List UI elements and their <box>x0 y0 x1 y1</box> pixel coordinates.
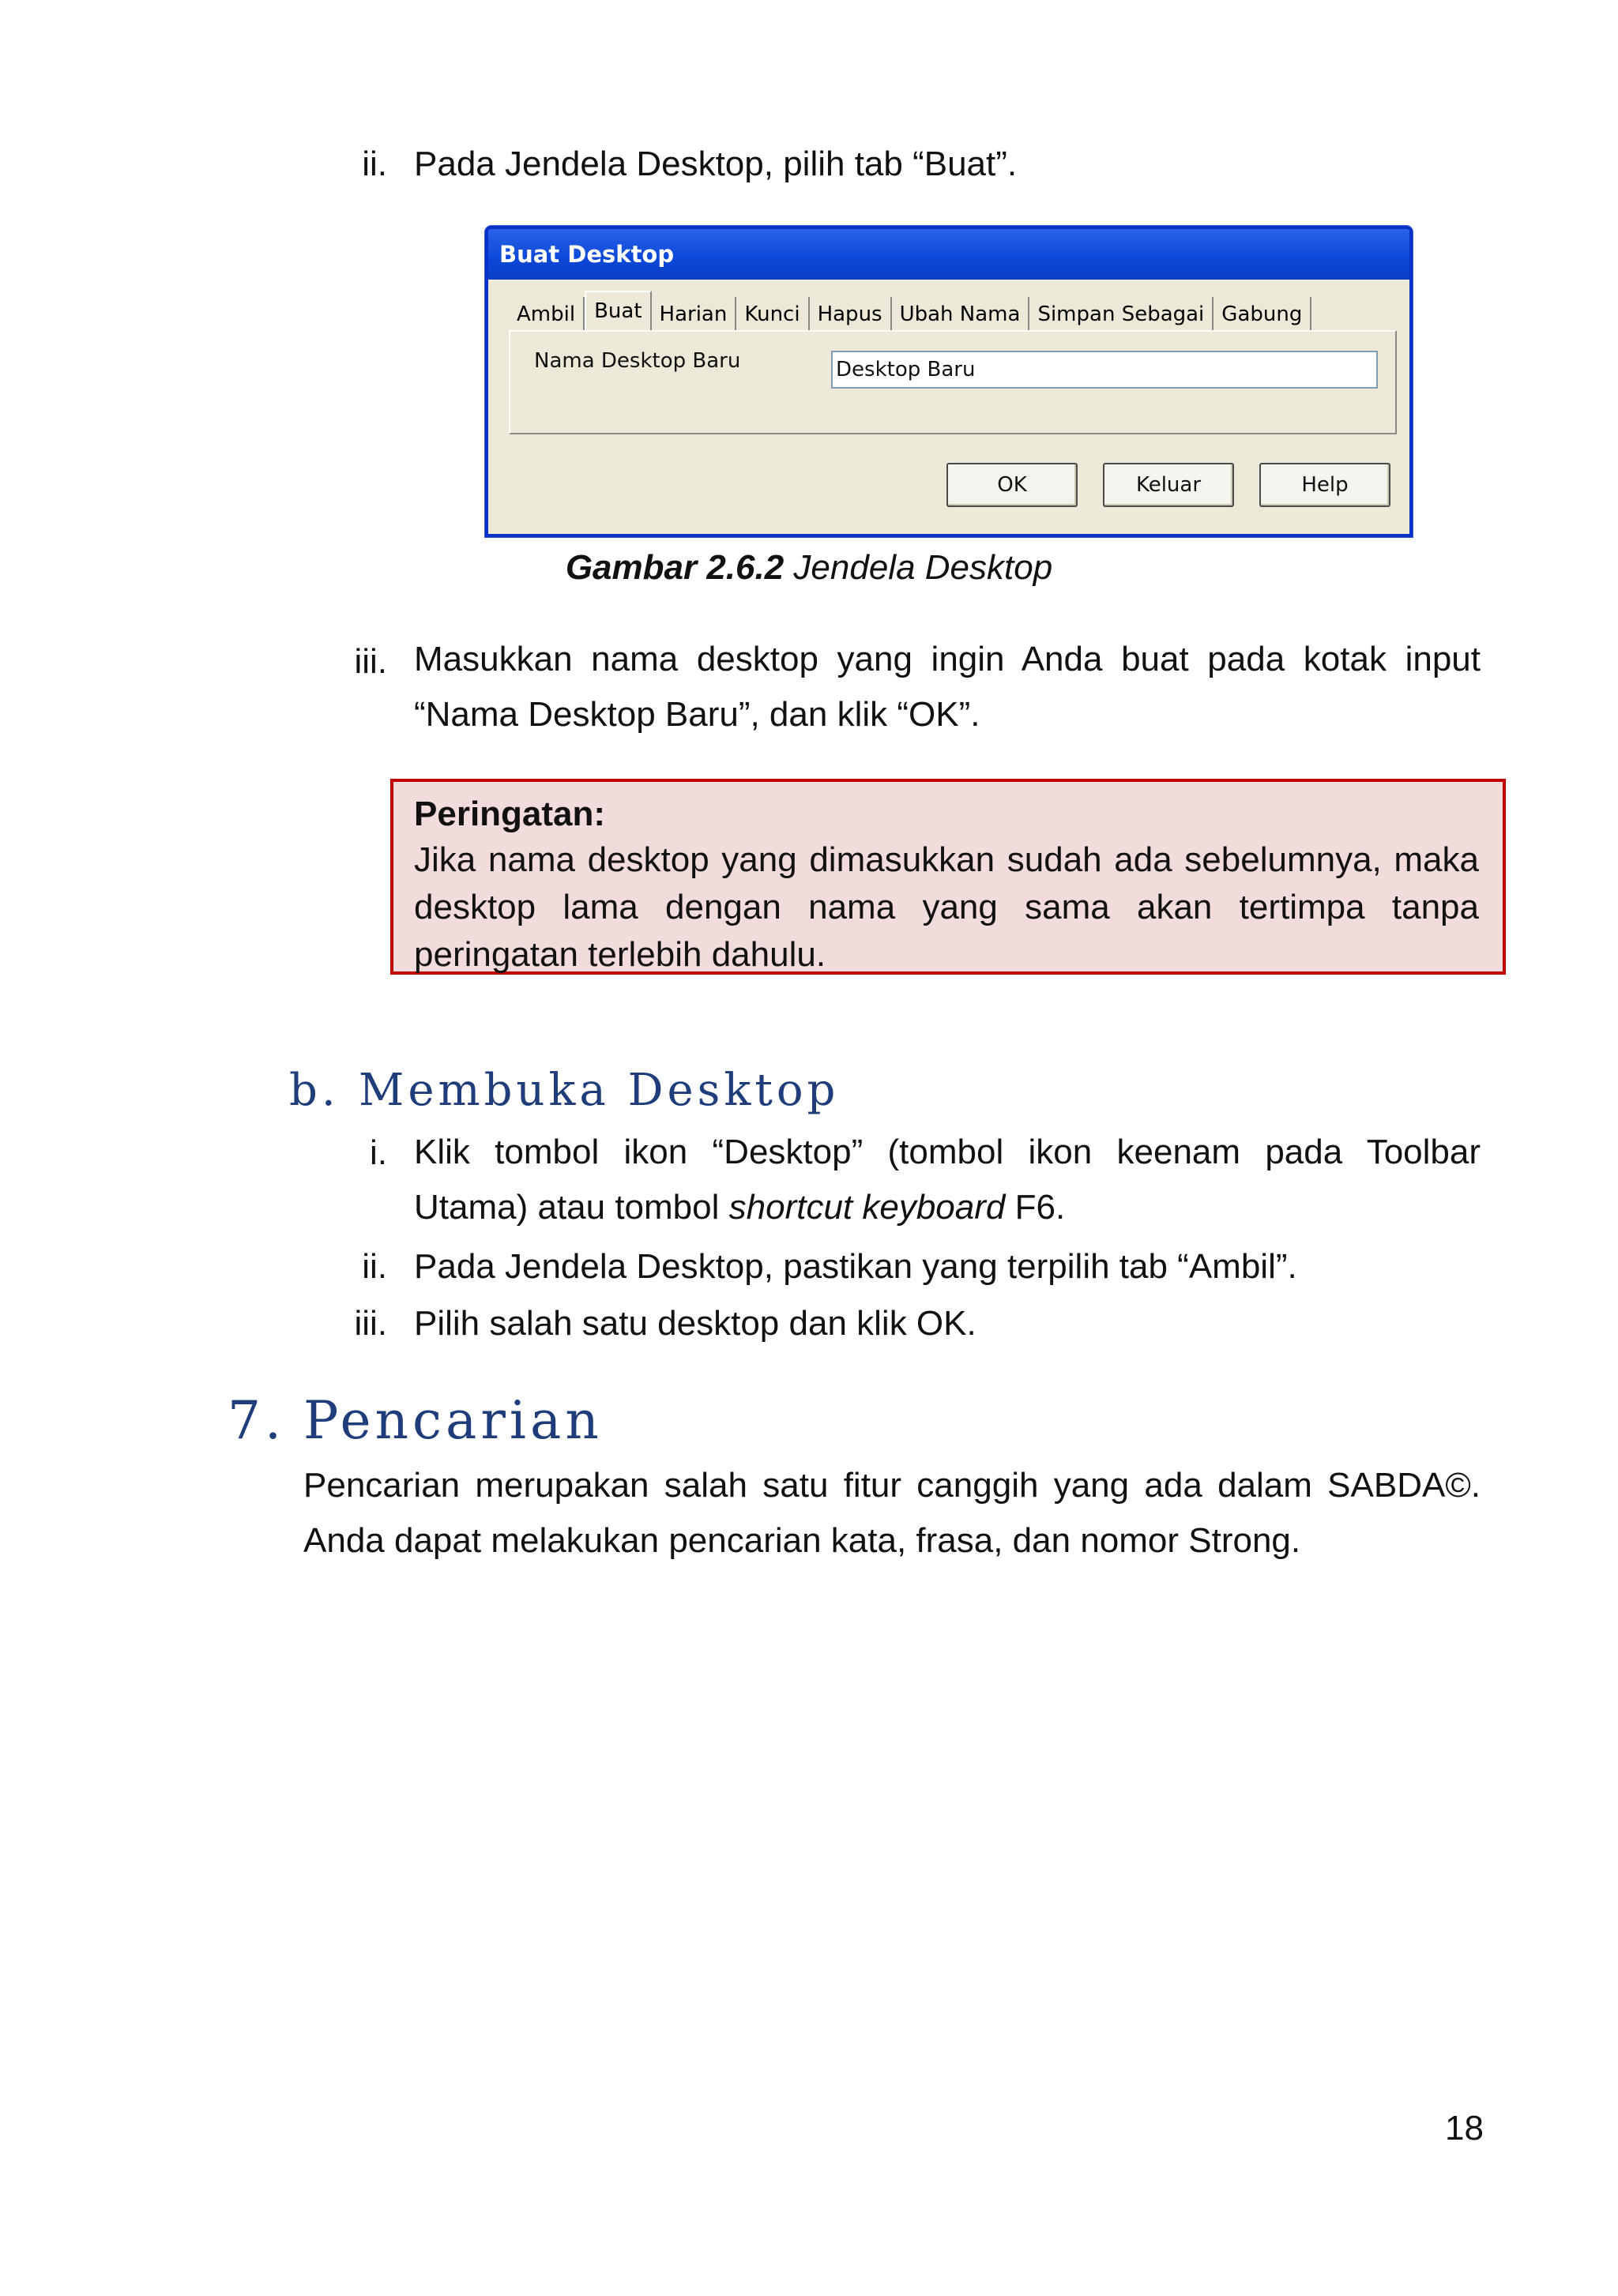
tab-hapus[interactable]: Hapus <box>810 297 892 332</box>
ok-button[interactable]: OK <box>946 463 1078 507</box>
buat-desktop-dialog <box>485 226 1413 537</box>
step-text-part: F6. <box>1005 1188 1066 1227</box>
tab-kunci[interactable]: Kunci <box>736 297 809 332</box>
section-title: Pencarian <box>303 1390 603 1451</box>
tab-buat[interactable]: Buat <box>585 291 651 332</box>
figure-caption <box>0 548 1618 588</box>
tab-gabung[interactable]: Gabung <box>1214 297 1311 332</box>
subsection-label: b. <box>289 1065 340 1116</box>
step-text-part: Utama) atau tombol <box>414 1188 729 1227</box>
step-text-line: “Nama Desktop Baru”, dan klik “OK”. <box>414 695 980 735</box>
help-button[interactable]: Help <box>1259 463 1390 507</box>
field-label: Nama Desktop Baru <box>534 349 741 373</box>
step-text-line: Klik tombol ikon “Desktop” (tombol ikon keenam pada Toolbar <box>414 1133 1481 1171</box>
warning-box <box>390 779 1506 975</box>
step-number: iii. <box>354 642 387 681</box>
section-paragraph <box>303 1458 1481 1569</box>
step-text: Pada Jendela Desktop, pastikan yang terpilih tab “Ambil”. <box>414 1247 1297 1286</box>
tab-ambil[interactable]: Ambil <box>509 297 585 332</box>
step-text <box>414 632 1481 743</box>
tab-harian[interactable]: Harian <box>652 297 737 332</box>
step-text: Pilih salah satu desktop dan klik OK. <box>414 1304 976 1343</box>
tab-ubah-nama[interactable]: Ubah Nama <box>892 297 1030 332</box>
tab-panel <box>509 330 1397 434</box>
desktop-name-input[interactable]: Desktop Baru <box>831 351 1378 389</box>
step-number: iii. <box>354 1304 387 1343</box>
caption-text: Jendela Desktop <box>784 548 1053 587</box>
step-text <box>414 1125 1481 1236</box>
page-number: 18 <box>1445 2109 1484 2148</box>
dialog-title: Buat Desktop <box>488 229 1409 280</box>
keluar-button[interactable]: Keluar <box>1103 463 1234 507</box>
paragraph-line: Anda dapat melakukan pencarian kata, frasa, dan nomor Strong. <box>303 1521 1301 1561</box>
caption-label: Gambar 2.6.2 <box>565 548 785 587</box>
step-number: ii. <box>362 1247 387 1286</box>
step-text-emphasis: shortcut keyboard <box>728 1188 1006 1227</box>
step-text-line: Masukkan nama desktop yang ingin Anda buat pada kotak input <box>414 640 1481 678</box>
section-number: 7. <box>228 1390 285 1451</box>
tab-bar <box>509 297 1311 332</box>
step-number: ii. <box>362 145 387 183</box>
warning-title: Peringatan: <box>414 795 606 833</box>
warning-body: Jika nama desktop yang dimasukkan sudah ada sebelumnya, maka desktop lama dengan nama yang sama akan tertimpa tanpa peringatan terlebih dahulu. <box>414 840 1479 974</box>
subsection-title: Membuka Desktop <box>359 1065 840 1116</box>
tab-simpan-sebagai[interactable]: Simpan Sebagai <box>1029 297 1214 332</box>
step-text-line <box>414 1180 1481 1235</box>
step-text: Pada Jendela Desktop, pilih tab “Buat”. <box>414 145 1018 183</box>
step-number: i. <box>370 1133 387 1172</box>
paragraph-line: Pencarian merupakan salah satu fitur canggih yang ada dalam SABDA©. <box>303 1466 1481 1505</box>
